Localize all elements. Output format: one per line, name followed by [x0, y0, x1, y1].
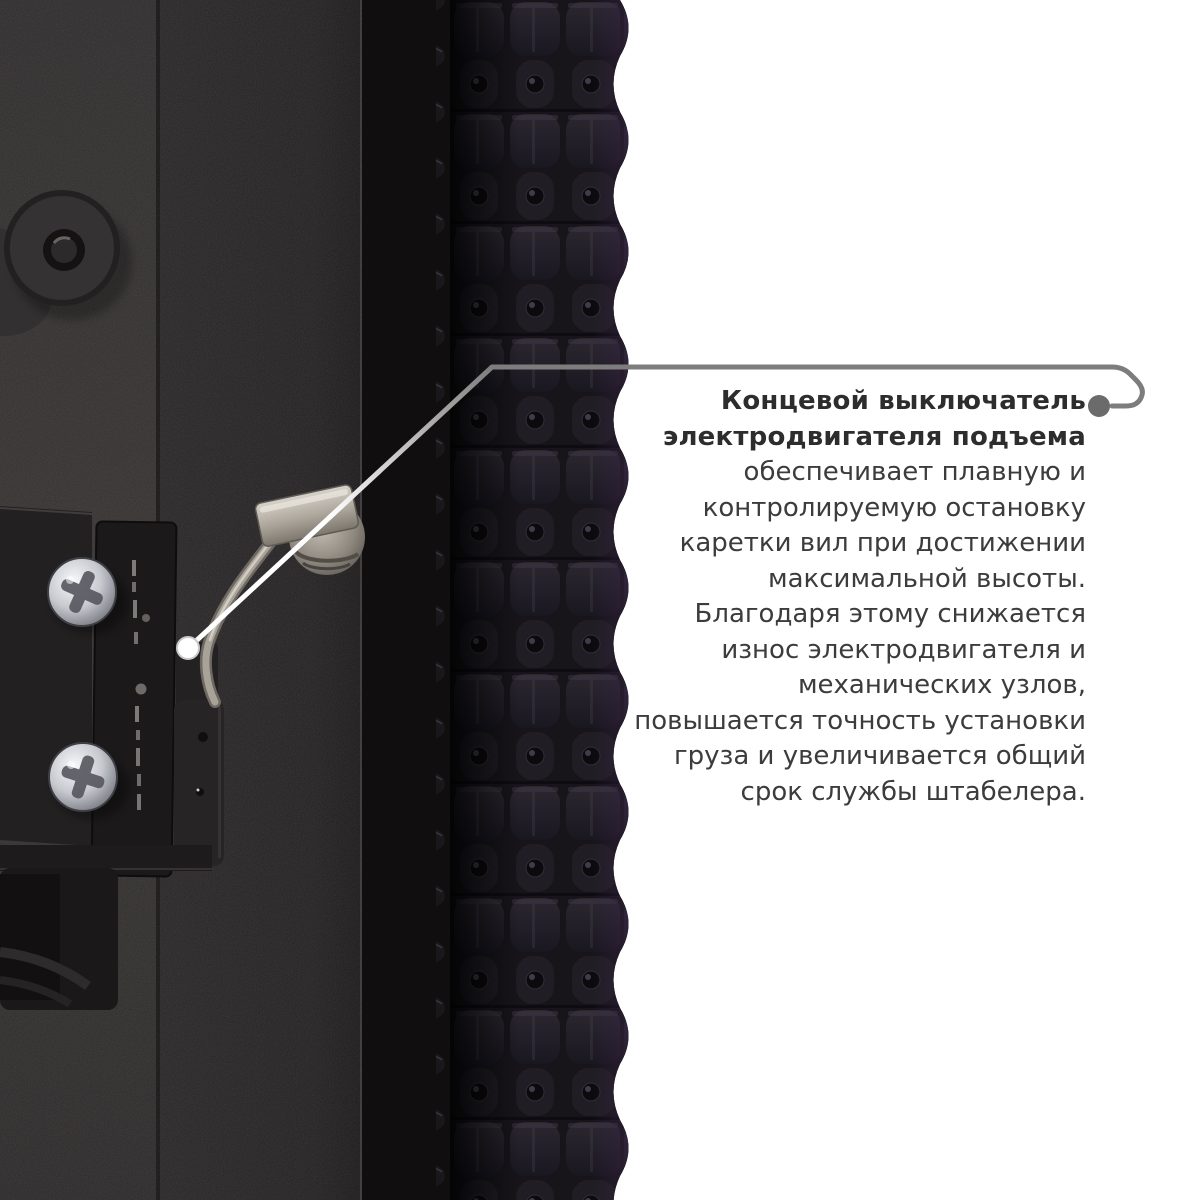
callout-title-line: электродвигателя подъема: [662, 421, 1086, 452]
limit-switch-body: [174, 642, 224, 866]
callout-body-line: износ электродвигателя и: [721, 634, 1086, 665]
callout-body-line: каретки вил при достижении: [679, 528, 1086, 558]
lift-chain: [436, 0, 644, 1200]
callout-body-line: контролируемую остановку: [702, 492, 1086, 523]
callout-body-line: максимальной высоты.: [768, 563, 1086, 594]
callout: [634, 384, 1086, 810]
callout-body-line: срок службы штабелера.: [740, 776, 1086, 807]
callout-body-line: Благодаря этому снижается: [694, 599, 1086, 629]
callout-end-dot: [1088, 395, 1110, 417]
callout-body-line: обеспечивает плавную и: [743, 457, 1086, 487]
callout-body-line: груза и увеличивается общий: [673, 741, 1086, 771]
callout-anchor-dot: [177, 637, 199, 659]
callout-body-line: механических узлов,: [797, 670, 1086, 700]
callout-body-line: повышается точность установки: [634, 705, 1086, 736]
callout-title-line: Концевой выключатель: [720, 386, 1086, 416]
chain-left-shadow: [448, 0, 520, 1200]
chain-edge-tint: [592, 0, 632, 1200]
